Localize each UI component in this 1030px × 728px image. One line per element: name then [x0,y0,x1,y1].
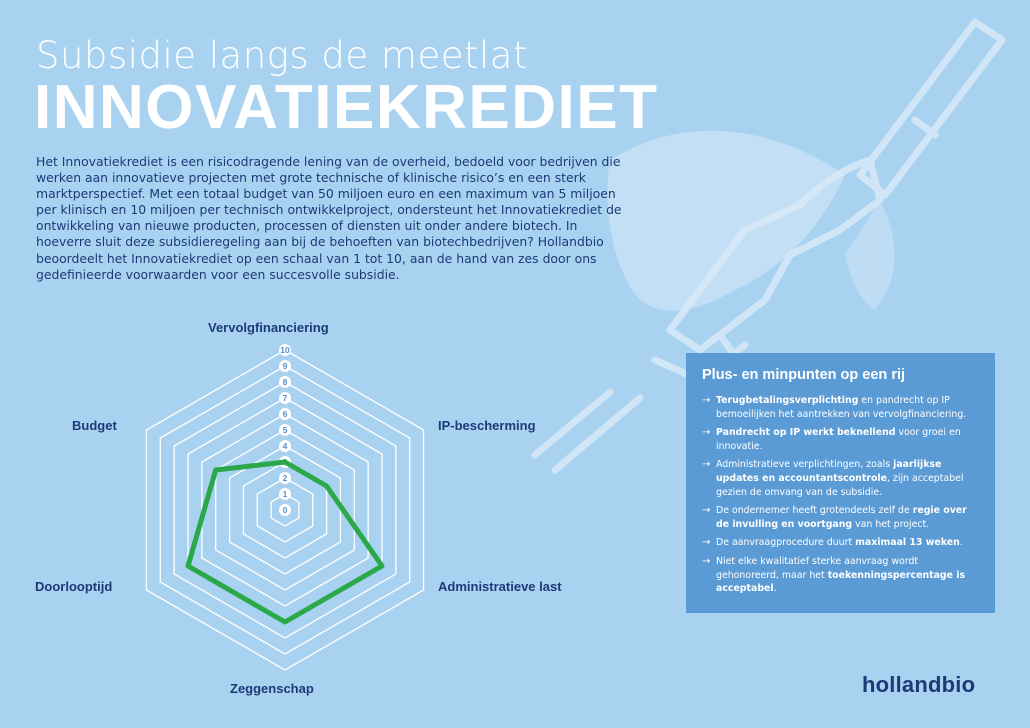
axis-label-administratieve-last: Administratieve last [438,579,562,594]
item-text: . [773,583,777,595]
radar-tick-label-6: 6 [282,409,288,420]
item-text: voor groei en innovatie. [716,427,961,452]
radar-tick-label-0: 0 [282,505,288,516]
arrow-right-icon: → [702,459,711,471]
item-text: van het project. [852,518,930,530]
radar-tick-label-7: 7 [282,393,288,404]
radar-ticks [279,344,291,516]
radar-tick-label-2: 2 [282,473,288,484]
axis-label-doorlooptijd: Doorlooptijd [35,579,113,594]
axis-label-ip-bescherming: IP-bescherming [438,418,536,433]
radar-tick-label-5: 5 [282,425,288,436]
item-text-prefix: Niet elke kwalitatief sterke aanvraag wordt gehonoreerd, maar het [716,555,919,581]
radar-tick-label-1: 1 [282,489,288,500]
radar-tick-label-8: 8 [282,377,288,388]
arrow-right-icon: → [702,537,711,549]
item-text-prefix: De aanvraagprocedure duurt [716,537,856,549]
radar-tick-label-9: 9 [282,361,288,372]
radar-chart [0,310,620,728]
item-text-bold: regie over de invulling en voortgang [716,505,967,530]
arrow-right-icon: → [702,427,711,439]
page-title: INNOVATIEKREDIET [34,73,659,142]
item-text: . [959,537,963,549]
item-text-prefix: De ondernemer heeft grotendeels zelf de [716,505,913,517]
pros-cons-item [702,458,981,499]
radar-tick-label-4: 4 [282,441,288,452]
axis-label-vervolgfinanciering: Vervolgfinanciering [208,320,329,335]
item-text-bold: toekenningspercentage is acceptabel [716,569,966,595]
item-text: en pandrecht op IP bemoeilijken het aantrekken van vervolgfinanciering. [716,395,967,420]
pros-cons-list [702,394,981,596]
pros-cons-item [702,426,981,453]
pros-cons-item [702,504,981,531]
axis-label-zeggenschap: Zeggenschap [230,681,314,696]
page-subtitle: Subsidie langs de meetlat [36,34,528,77]
item-text: , zijn acceptabel gezien de omvang van de subsidie. [716,472,964,498]
item-text-bold: jaarlijkse updates en accountantscontrole [716,459,942,484]
item-text-bold: Terugbetalingsverplichting [716,395,859,406]
panel-title: Plus- en minpunten op een rij [702,367,906,383]
item-text-bold: maximaal 13 weken [855,537,960,549]
pros-cons-item [702,555,981,596]
axis-label-budget: Budget [72,418,117,433]
arrow-right-icon: → [702,555,711,567]
pros-cons-item [702,394,981,421]
arrow-right-icon: → [702,395,711,406]
pros-cons-item [702,536,981,550]
pros-cons-panel [686,353,995,613]
hollandbio-logo: hollandbio [862,672,976,697]
item-text-prefix: Administratieve verplichtingen, zoals [716,459,894,471]
item-text-bold: Pandrecht op IP werkt beknellend [716,427,896,439]
radar-tick-label-10: 10 [280,345,290,356]
radar-tick-label-3: 3 [282,457,288,468]
intro-paragraph: Het Innovatiekrediet is een risicodragende lening van de overheid, bedoeld voor bedrijven die werken aan innovatieve projecten met grote technische of klinische risico’s en een sterk marktperspectief. Met een totaal budget van 50 miljoen euro en een maximum van 5 miljoen per klinisch en 10 miljoen per technisch ontwikkelproject, ondersteunt het Innovatiekrediet de ontwikkeling van nieuwe producten, processen of diensten uit onder andere biotech. In hoeverre sluit deze subsidieregeling aan bij de behoeften van biotechbedrijven? Hollandbio beoordeelt het Innovatiekrediet op een schaal van 1 tot 10, aan de hand van zes door ons gedefinieerde voorwaarden voor een succesvolle subsidie. [36,154,622,282]
arrow-right-icon: → [702,505,711,517]
